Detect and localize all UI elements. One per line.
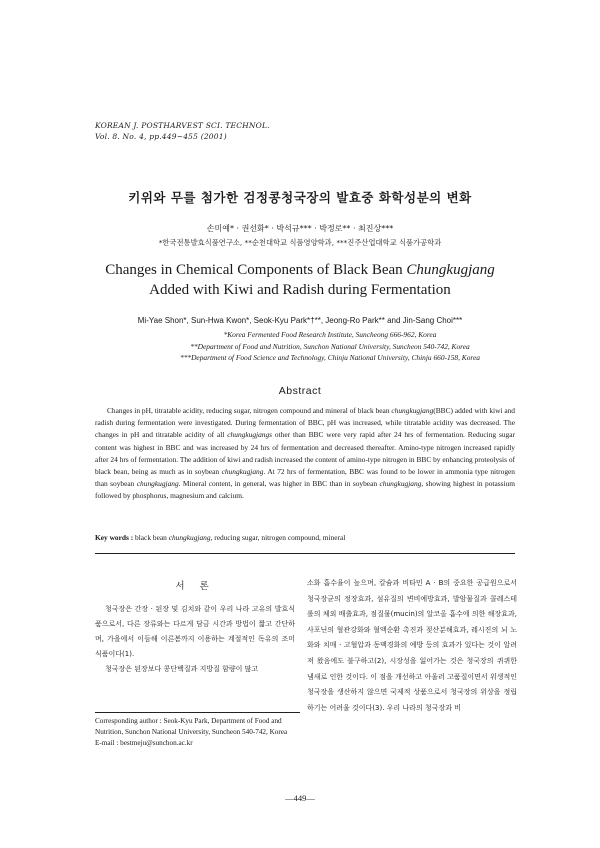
keywords-text: , reducing sugar, nitrogen compound, mineral [210, 533, 346, 542]
english-title-italic: Chungkugjang [406, 262, 495, 278]
abstract-italic: chungkugjang [379, 479, 422, 489]
abstract-heading: Abstract [278, 385, 322, 397]
left-column [95, 602, 295, 677]
page-number: —449— [285, 793, 315, 803]
english-affiliations [140, 329, 520, 364]
abstract-italic: chungkugjang [391, 406, 434, 415]
journal-issue: Vol. 8. No. 4, pp.449~455 (2001) [95, 132, 227, 141]
abstract-text: , showing highest in potassium followed by phosphorus, magnesium and calcium. [95, 479, 516, 501]
section-heading: 서 론 [175, 581, 215, 592]
affiliation-1: *Korea Fermented Food Research Institute, Suncheong 666-962, Korea [223, 330, 437, 339]
korean-authors: 손미예* · 권선화* · 박석규*** · 박정로** · 최진상*** [206, 224, 394, 233]
email: E-mail : bestmeju@sunchon.ac.kr [95, 738, 193, 747]
affiliation-3: ***Department of Food Science and Technology, Chinju National University, Chinju 660-158, Korea [180, 353, 480, 362]
paragraph: 청국장은 간장 · 된장 및 김치와 같이 우리 나라 고유의 발효식품으로서, 다른 장류와는 다르게 담금 시간과 방법이 짧고 간단하며, 가을에서 이듬해 이른봄까지 이용하는 계절적인 독유의 조미식품이다(1). [95, 605, 295, 658]
korean-title: 키위와 무를 첨가한 검정콩청국장의 발효중 화학성분의 변화 [128, 190, 472, 205]
divider [95, 553, 515, 554]
english-title-line1: Changes in Chemical Components of Black Bean [105, 262, 407, 278]
abstract-text: . Mineral content, in general, was higher in BBC than in soybean [178, 479, 380, 489]
abstract-italic: chungkugjang [221, 467, 264, 477]
abstract-text: . At 72 hrs of fermentation, BBC was found to be lower in ammonia type nitrogen than soybean [95, 467, 515, 489]
keywords [95, 533, 515, 542]
abstract-italic: chungkugjang [136, 479, 179, 489]
right-column: 소화 흡수율이 높으며, 칼슘과 비타민 A · B의 중요한 공급원으로서 청국장균의 정장효과, 섬유질의 변비예방효과, 발암물질과 콜레스테롤의 체외 배출효과, 점질물(mucin)의 알코올 흡수에 의한 해장효과, 사포닌의 혈관강화와 혈액순환 촉진과 젖산분해효과, 레시진의 뇌 노화와 치매 · 고혈압과 동맥경화의 예방 등의 효과가 있다는 것이 알려져 왔음에도 불구하고(2), 시장성을 잃어가는 것은 청국장의 퀴퀴한 냄새로 인한 것이다. 이 점을 개선하고 아울러 고품질이면서 위생적인 청국장을 생산하지 않으면 국제적 상품으로서 청국장의 위상을 정립하기는 어려울 것이다(3). 우리 나라의 청국장과 비 [307, 579, 517, 712]
paragraph: 청국장은 된장보다 콩단백질과 지방질 함량이 많고 [105, 665, 259, 673]
footnote-divider [95, 712, 300, 713]
english-authors: Mi-Yae Shon*, Sun-Hwa Kwon*, Seok-Kyu Park*†**, Jeong-Ro Park** and Jin-Sang Choi*** [137, 316, 463, 325]
abstract-text: Changes in pH, titratable acidity, reducing sugar, nitrogen compound and mineral of black bean [107, 406, 392, 415]
affiliation-2: **Department of Food and Nutrition, Sunchon National University, Suncheon 540-742, Korea [190, 341, 470, 351]
keywords-label: Key words : [95, 533, 136, 542]
keywords-italic: chungkugjang [168, 533, 211, 542]
english-title-line2: Added with Kiwi and Radish during Fermentation [149, 282, 451, 298]
abstract-body [95, 405, 515, 503]
keywords-text: black bean [135, 533, 169, 542]
abstract-text: other than BBC were very rapid after 24 hrs of fermentation. Reducing sugar content was highest in BBC and was increased by 24 hrs of fermentation and decreased thereafter. Amino-type nitrogen increased rapidly after 24 hrs of fermentation. The addition of kiwi and radish increased the content of amino-type nitrogen in BBC by enhancing proteolysis of black bean, being as much as in soybean [95, 430, 515, 477]
abstract-text: (BBC) added with kiwi and radish during fermentation were investigated. During fermentation of BBC, pH was increased, while titratable acidity was decreased. The changes in pH and titratable acidity of all [95, 406, 515, 440]
journal-name: KOREAN J. POSTHARVEST SCI. TECHNOL. [95, 121, 270, 130]
korean-affiliations: *한국전통발효식품연구소, **순천대학교 식품영양학과, ***진주산업대학교 식품가공학과 [158, 238, 442, 247]
footnote [95, 716, 300, 748]
english-title [0, 260, 600, 300]
journal-header [95, 120, 270, 142]
abstract-italic: chungkugjangs [227, 430, 273, 440]
corresponding-author: Corresponding author : Seok-Kyu Park, Department of Food and Nutrition, Sunchon National University, Suncheon 540-742, Korea [95, 717, 288, 736]
